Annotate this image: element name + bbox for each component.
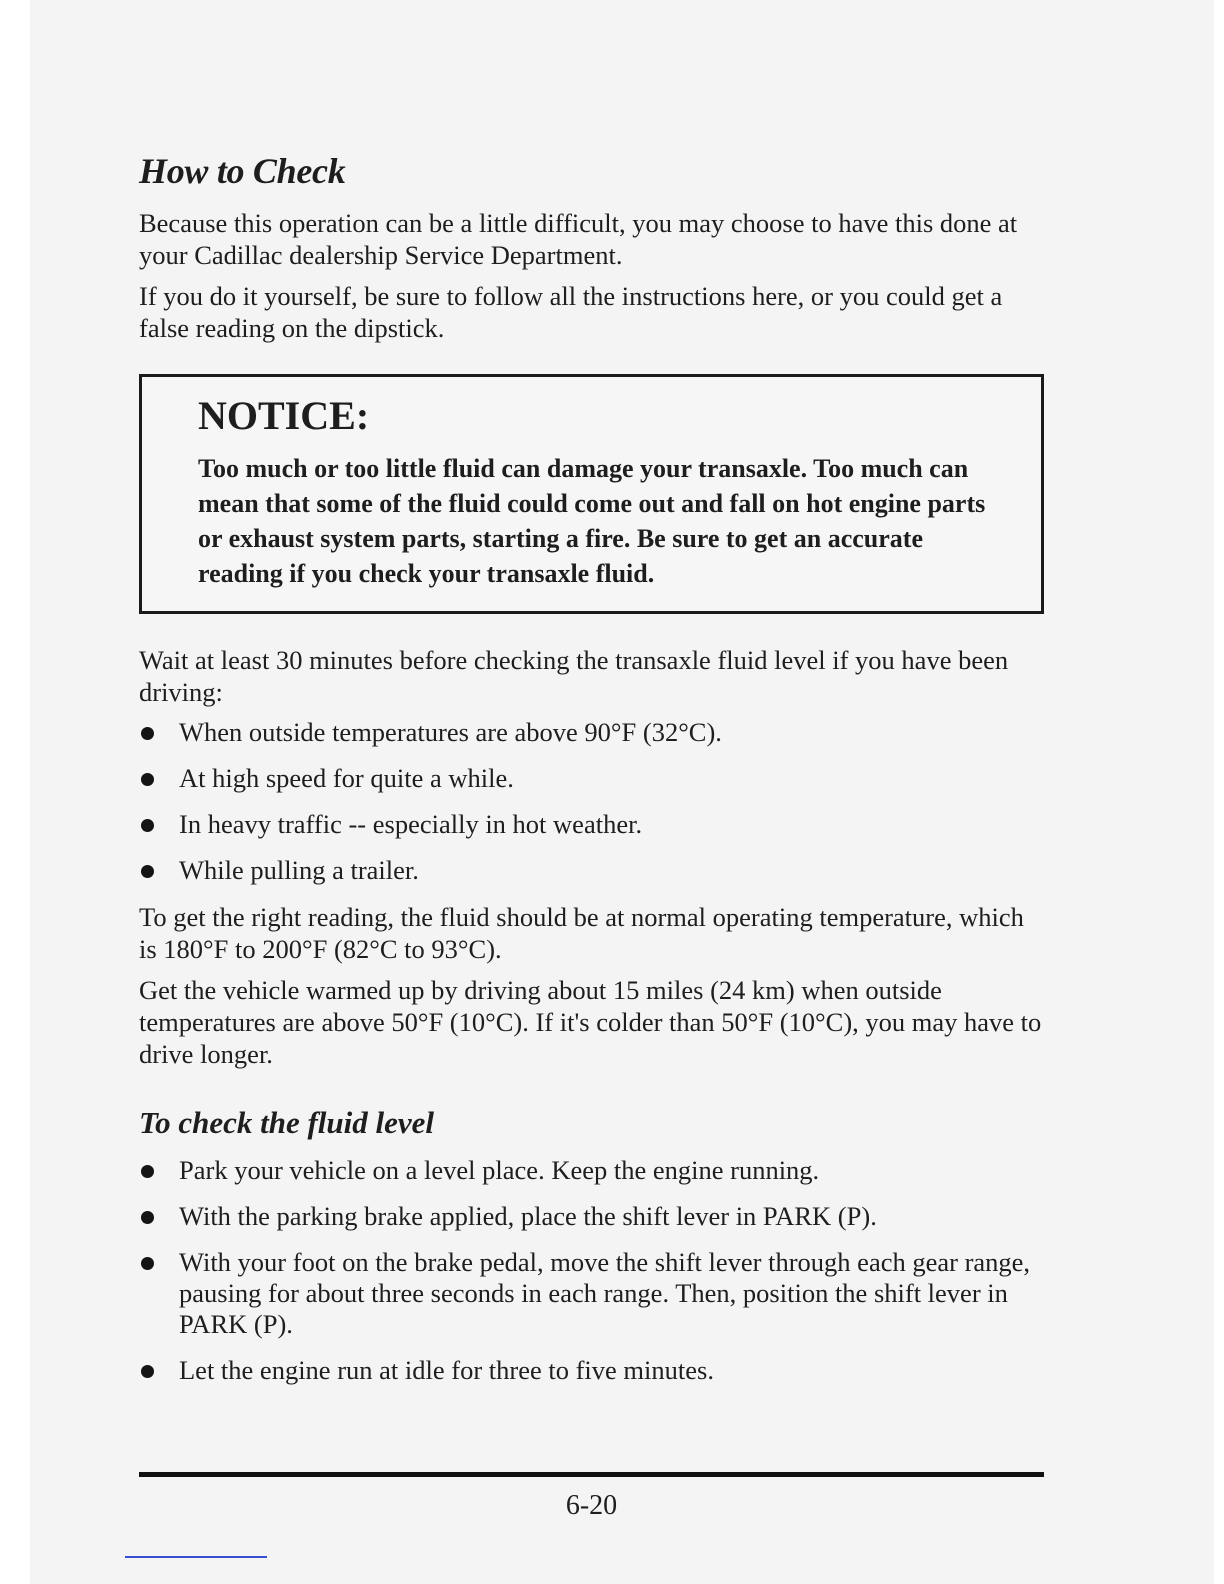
temperature-paragraph: To get the right reading, the fluid should be at normal operating temperature, which is 180°F to 200°F (82°C to 93°C). [139, 902, 1024, 965]
list-item [139, 809, 1044, 840]
list-item-text: When outside temperatures are above 90°F (32°C). [179, 717, 722, 748]
list-item-text: In heavy traffic -- especially in hot weather. [179, 809, 643, 840]
driving-conditions-list [139, 717, 1044, 886]
list-item-text: Park your vehicle on a level place. Keep the engine running. [179, 1155, 820, 1186]
wait-paragraph: Wait at least 30 minutes before checking the transaxle fluid level if you have been driving: [139, 645, 1009, 708]
page-content [139, 150, 1044, 1401]
list-item-text: Let the engine run at idle for three to five minutes. [179, 1355, 714, 1386]
list-item-text: While pulling a trailer. [179, 855, 419, 886]
page-number: 6-20 [565, 1490, 618, 1521]
bullet-icon [141, 1257, 154, 1270]
notice-heading: NOTICE: [198, 393, 370, 439]
warmup-paragraph: Get the vehicle warmed up by driving about 15 miles (24 km) when outside temperatures are above 50°F (10°C). If it's colder than 50°F (10°C), you may have to drive longer. [139, 975, 1042, 1070]
subsection-title: To check the fluid level [139, 1105, 435, 1141]
section-title: How to Check [139, 151, 346, 191]
bullet-icon [141, 773, 154, 786]
list-item [139, 1355, 1044, 1386]
list-item [139, 763, 1044, 794]
list-item [139, 1201, 1044, 1232]
list-item [139, 1155, 1044, 1186]
list-item-text: With your foot on the brake pedal, move the shift lever through each gear range, pausing for about three seconds in each range. Then, position the shift lever in PARK (P). [179, 1247, 1031, 1340]
bullet-icon [141, 819, 154, 832]
footer-divider [139, 1472, 1044, 1477]
bullet-icon [141, 1365, 154, 1378]
notice-box [139, 374, 1044, 614]
notice-text: Too much or too little fluid can damage your transaxle. Too much can mean that some of the fluid could come out and fall on hot engine parts or exhaust system parts, starting a fire. Be sure to get an accurate reading if you check your transaxle fluid. [198, 454, 986, 589]
intro-paragraph-1: Because this operation can be a little difficult, you may choose to have this done at your Cadillac dealership Service Department. [139, 208, 1018, 271]
check-steps-list [139, 1155, 1044, 1386]
bullet-icon [141, 865, 154, 878]
list-item-text: At high speed for quite a while. [179, 763, 514, 794]
bullet-icon [141, 1165, 154, 1178]
list-item [139, 855, 1044, 886]
bullet-icon [141, 1211, 154, 1224]
list-item [139, 717, 1044, 748]
list-item-text: With the parking brake applied, place the shift lever in PARK (P). [179, 1201, 877, 1232]
list-item [139, 1247, 1044, 1340]
bottom-link-underline [125, 1556, 267, 1558]
intro-paragraph-2: If you do it yourself, be sure to follow all the instructions here, or you could get a false reading on the dipstick. [139, 281, 1003, 344]
bullet-icon [141, 727, 154, 740]
